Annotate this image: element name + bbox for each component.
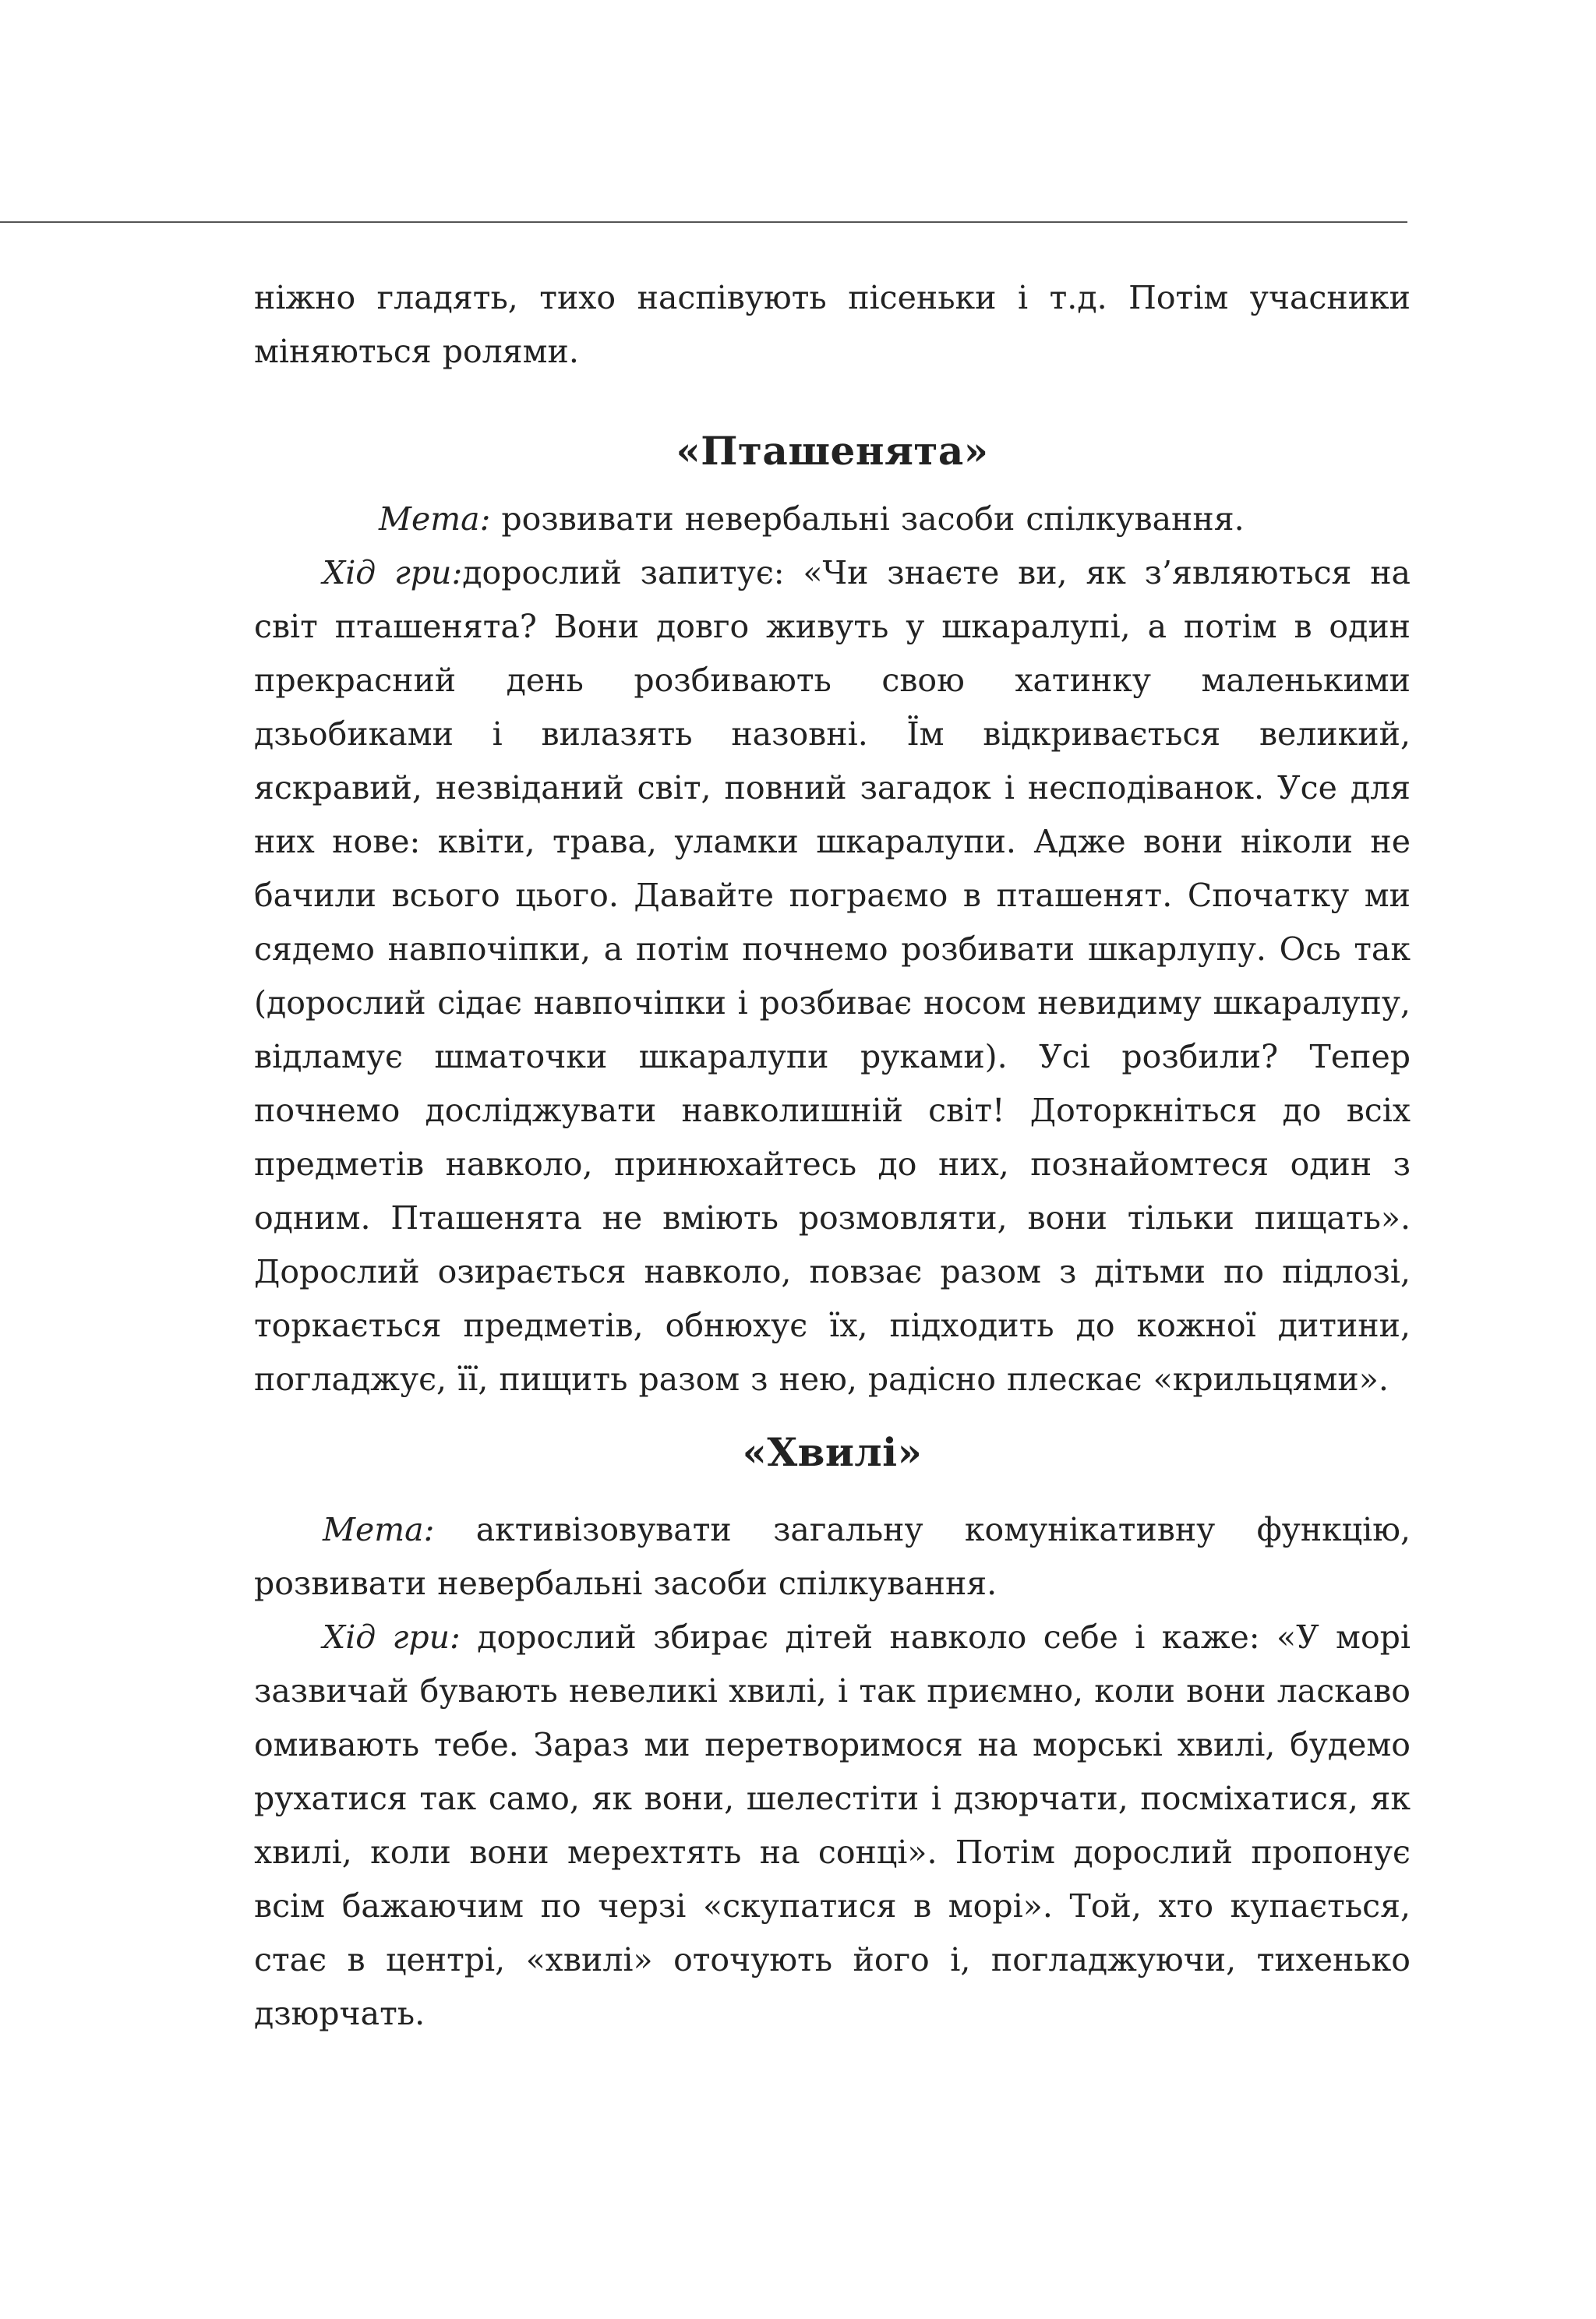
goal-label: Мета:: [323, 1511, 435, 1548]
process-label: Хід гри:: [323, 554, 463, 591]
header-rule: [0, 221, 1407, 223]
section1-process: [254, 546, 1411, 1407]
page-content: [254, 271, 1411, 2041]
section2-process: [254, 1611, 1411, 2041]
section2-goal: [254, 1503, 1411, 1611]
section1-goal: [254, 492, 1411, 546]
intro-paragraph: ніжно гладять, тихо наспівують пісеньки і т.д. Потім учасники міняються ролями.: [254, 279, 1411, 370]
process-label: Хід гри:: [323, 1618, 461, 1656]
section-title-khvyli: «Хвилі»: [742, 1429, 923, 1475]
goal-text: активізовувати загальну комунікативну функцію, розвивати невербальні засоби спілкування.: [254, 1511, 1411, 1602]
goal-label: Мета:: [379, 500, 491, 538]
process-text: дорослий запитує: «Чи знаєте ви, як з’являються на світ пташенята? Вони довго живуть у шкаралупі, а потім в один прекрасний день розбивають свою хатинку маленькими дзьобиками і вилазять назовні. Їм відкривається великий, яскравий, незвіданий світ, повний загадок і несподіванок. Усе для них нове: квіти, трава, уламки шкаралупи. Адже вони ніколи не бачили всього цього. Давайте пограємо в пташенят. Спочатку ми сядемо навпочіпки, а потім почнемо розбивати шкарлупу. Ось так (дорослий сідає навпочіпки і розбиває носом невидиму шкаралупу, відламує шматочки шкаралупи руками). Усі розбили? Тепер почнемо досліджувати навколишній світ! Доторкніться до всіх предметів навколо, принюхайтесь до них, познайомтеся один з одним. Пташенята не вміють розмовляти, вони тільки пищать». Дорослий озирається навколо, повзає разом з дітьми по підлозі, торкається предметів, обнюхує їх, підходить до кожної дитини, погладжує, її, пищить разом з нею, радісно плескає «крильцями».: [254, 554, 1411, 1398]
section-title-ptashenyata: «Пташенята»: [676, 428, 989, 474]
process-text: дорослий збирає дітей навколо себе і каже: «У морі зазвичай бувають невеликі хвилі, і так приємно, коли вони ласкаво омивають тебе. Зараз ми перетворимося на морські хвилі, будемо рухатися так само, як вони, шелестіти і дзюрчати, посміхатися, як хвилі, коли вони мерехтять на сонці». Потім дорослий пропонує всім бажаючим по черзі «скупатися в морі». Той, хто купається, стає в центрі, «хвилі» оточують його і, погладжуючи, тихенько дзюрчать.: [254, 1618, 1411, 2032]
goal-text: розвивати невербальні засоби спілкування.: [490, 500, 1245, 538]
